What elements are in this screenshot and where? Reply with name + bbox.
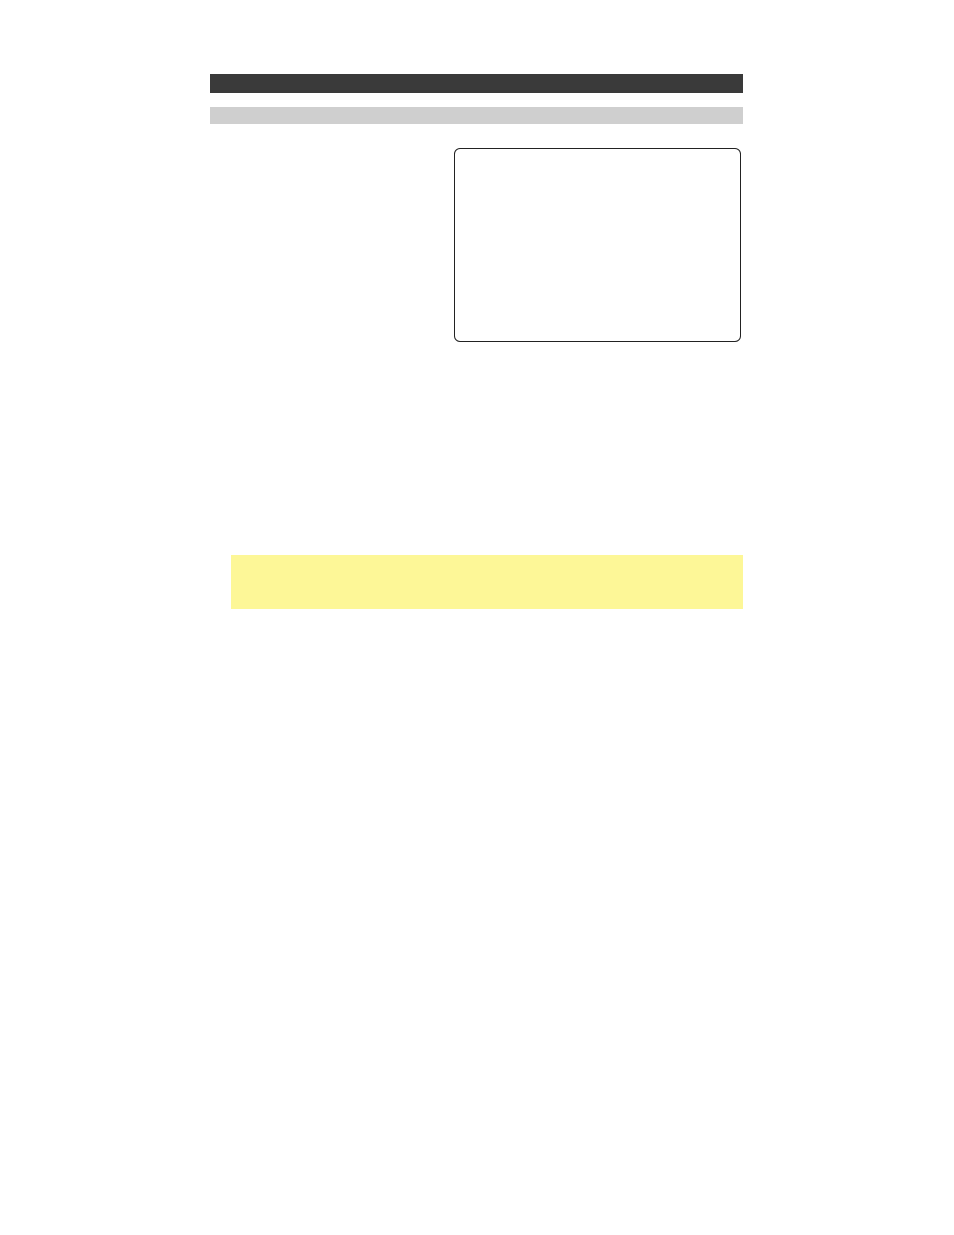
device-top-panel (454, 148, 741, 342)
note-highlight (231, 555, 743, 609)
subsection-title (210, 107, 743, 124)
device-illustration (450, 138, 743, 358)
section-title (210, 74, 743, 93)
